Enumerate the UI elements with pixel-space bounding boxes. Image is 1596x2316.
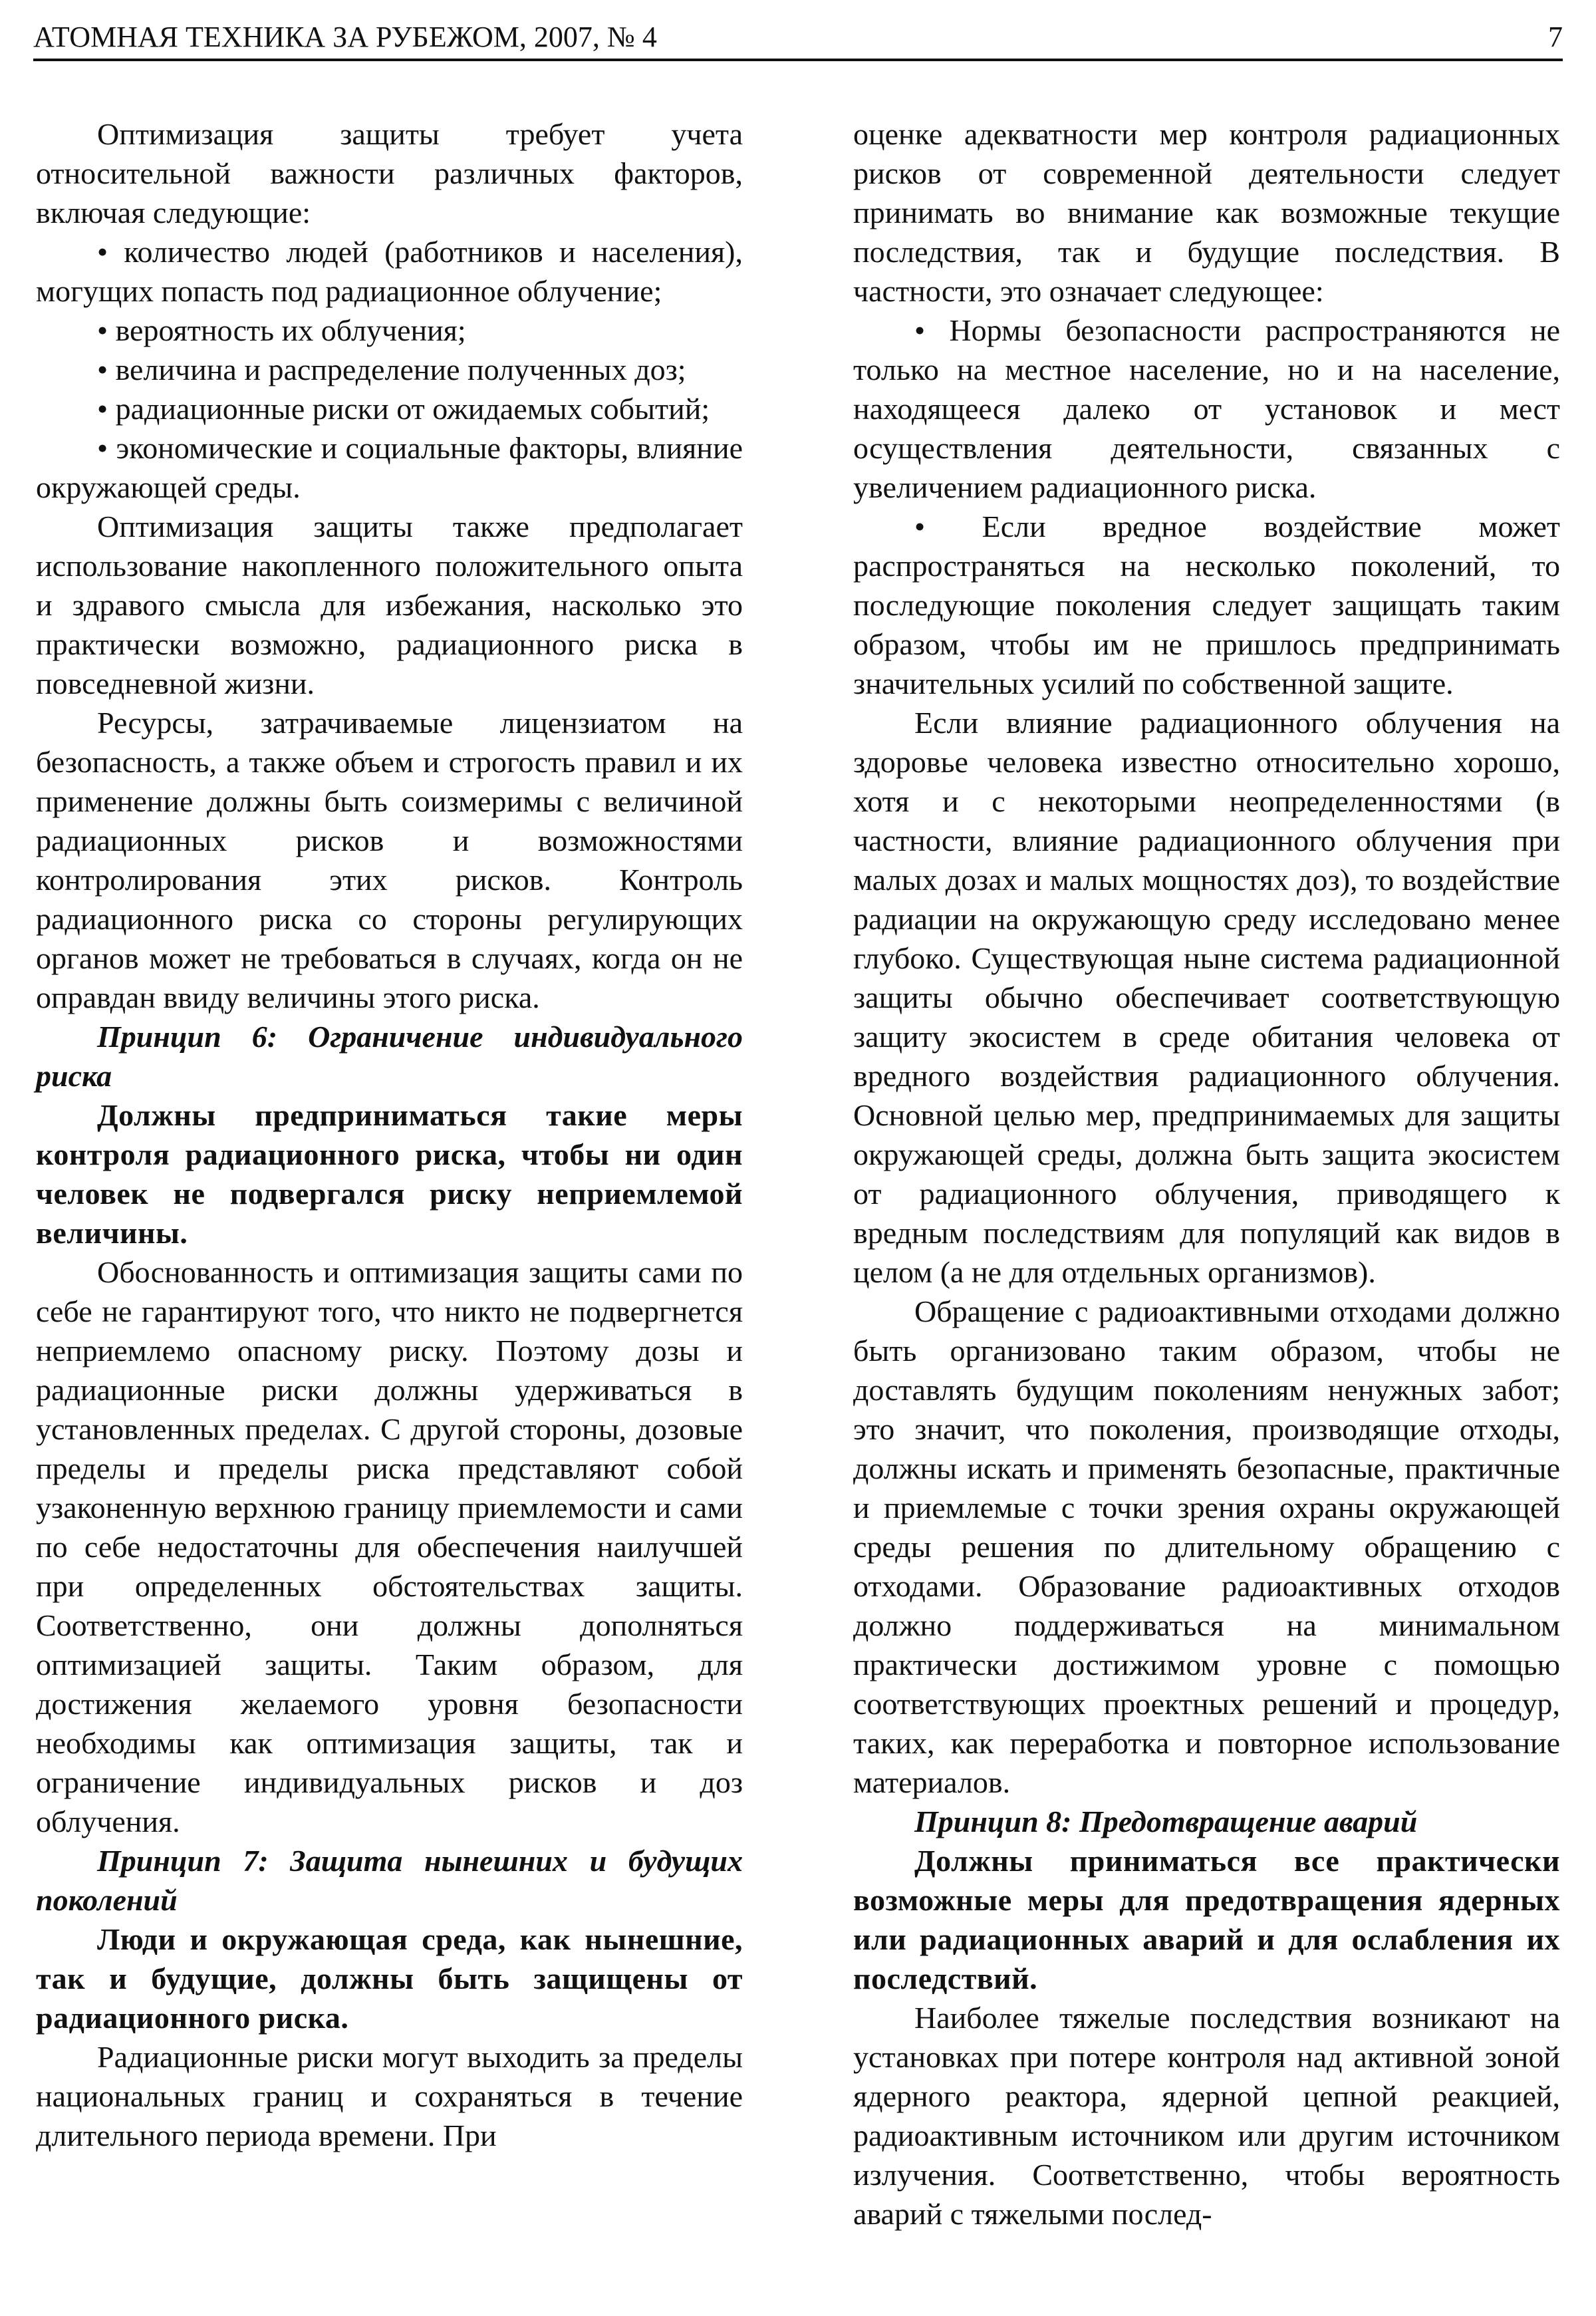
- paragraph: Обоснованность и оптимизация защиты сами по себе не гарантируют того, что никто не подвергнется неприемлемо опасному риску. Поэтому дозы и радиационные риски должны удерживаться в установленных пределах. С другой стороны, дозовые пределы и пределы риска представляют собой узаконенную верхнюю границу приемлемости и сами по себе недостаточны для обеспечения наилучшей при определенных обстоятельствах защиты. Соответственно, они должны дополняться оптимизацией защиты. Таким образом, для достижения желаемого уровня безопасности необходимы как оптимизация защиты, так и ограничение индивидуальных рисков и доз облучения.: [36, 1255, 743, 1838]
- principle-7-statement: Люди и окружающая среда, как нынешние, так и будущие, должны быть защищены от радиационного риска.: [36, 1922, 743, 2035]
- paragraph: Оптимизация защиты требует учета относительной важности различных факторов, включая следующие:: [36, 117, 743, 229]
- bullet-item: • величина и распределение полученных доз;: [97, 353, 686, 386]
- paragraph: Оптимизация защиты также предполагает использование накопленного положительного опыта и здравого смысла для избежания, насколько это практически возможно, радиационного риска в повседневной жизни.: [36, 509, 743, 700]
- bullet-item: • Нормы безопасности распространяются не только на местное население, но и на население, находящееся далеко от установок и мест осуществления деятельности, связанных с увеличением радиационного риска.: [853, 313, 1560, 504]
- principle-7-heading: Принцип 7: Защита нынешних и будущих поколений: [36, 1844, 743, 1917]
- journal-title: АТОМНАЯ ТЕХНИКА ЗА РУБЕЖОМ, 2007, № 4: [33, 20, 657, 53]
- paragraph: Обращение с радиоактивными отходами должно быть организовано таким образом, чтобы не доставлять будущим поколениям ненужных забот; это значит, что поколения, производящие отходы, должны искать и применять безопасные, практичные и приемлемые с точки зрения охраны окружающей среды решения по длительному обращению с отходами. Образование радиоактивных отходов должно поддерживаться на минимальном практически достижимом уровне с помощью соответствующих проектных решений и процедур, таких, как переработка и повторное использование материалов.: [853, 1294, 1560, 1799]
- running-header: [33, 20, 1563, 61]
- bullet-item: • вероятность их облучения;: [97, 313, 466, 347]
- bullet-item: • экономические и социальные факторы, влияние окружающей среды.: [36, 431, 743, 504]
- bullet-item: • Если вредное воздействие может распространяться на несколько поколений, то последующие поколения следует защищать таким образом, чтобы им не пришлось предпринимать значительных усилий по собственной защите.: [853, 509, 1560, 700]
- paragraph: Если влияние радиационного облучения на здоровье человека известно относительно хорошо, хотя и с некоторыми неопределенностями (в частности, влияние радиационного облучения при малых дозах и малых мощностях доз), то воздействие радиации на окружающую среду исследовано менее глубоко. Существующая ныне система радиационной защиты обычно обеспечивает соответствующую защиту экосистем в среде обитания человека от вредного воздействия радиационного облучения. Основной целью мер, предпринимаемых для защиты окружающей среды, должна быть защита экосистем от радиационного облучения, приводящего к вредным последствиям для популяций как видов в целом (а не для отдельных организмов).: [853, 706, 1560, 1289]
- bullet-item: • радиационные риски от ожидаемых событий;: [97, 392, 710, 426]
- principle-6-statement: Должны предприниматься такие меры контроля радиационного риска, чтобы ни один человек не подвергался риску неприемлемой величины.: [36, 1098, 743, 1250]
- paragraph: Радиационные риски могут выходить за пределы национальных границ и сохраняться в течение длительного периода времени. При: [36, 2040, 743, 2152]
- page-number: 7: [1548, 20, 1563, 53]
- right-column: [853, 114, 1560, 2234]
- paragraph: Наиболее тяжелые последствия возникают на установках при потере контроля над активной зоной ядерного реактора, ядерной цепной реакцией, радиоактивным источником или другим источником излучения. Соответственно, чтобы вероятность аварий с тяжелыми послед-: [853, 2001, 1560, 2231]
- principle-8-statement: Должны приниматься все практически возможные меры для предотвращения ядерных или радиационных аварий и для ослабления их последствий.: [853, 1844, 1560, 1995]
- paragraph: оценке адекватности мер контроля радиационных рисков от современной деятельности следует принимать во внимание как возможные текущие последствия, так и будущие последствия. В частности, это означает следующее:: [853, 117, 1560, 308]
- left-column: [36, 114, 743, 2155]
- bullet-item: • количество людей (работников и населения), могущих попасть под радиационное облучение;: [36, 235, 743, 308]
- principle-6-heading: Принцип 6: Ограничение индивидуального риска: [36, 1020, 743, 1093]
- principle-8-heading: Принцип 8: Предотвращение аварий: [914, 1805, 1418, 1838]
- paragraph: Ресурсы, затрачиваемые лицензиатом на безопасность, а также объем и строгость правил и их применение должны быть соизмеримы с величиной радиационных рисков и возможностями контролирования этих рисков. Контроль радиационного риска со стороны регулирующих органов может не требоваться в случаях, когда он не оправдан ввиду величины этого риска.: [36, 706, 743, 1014]
